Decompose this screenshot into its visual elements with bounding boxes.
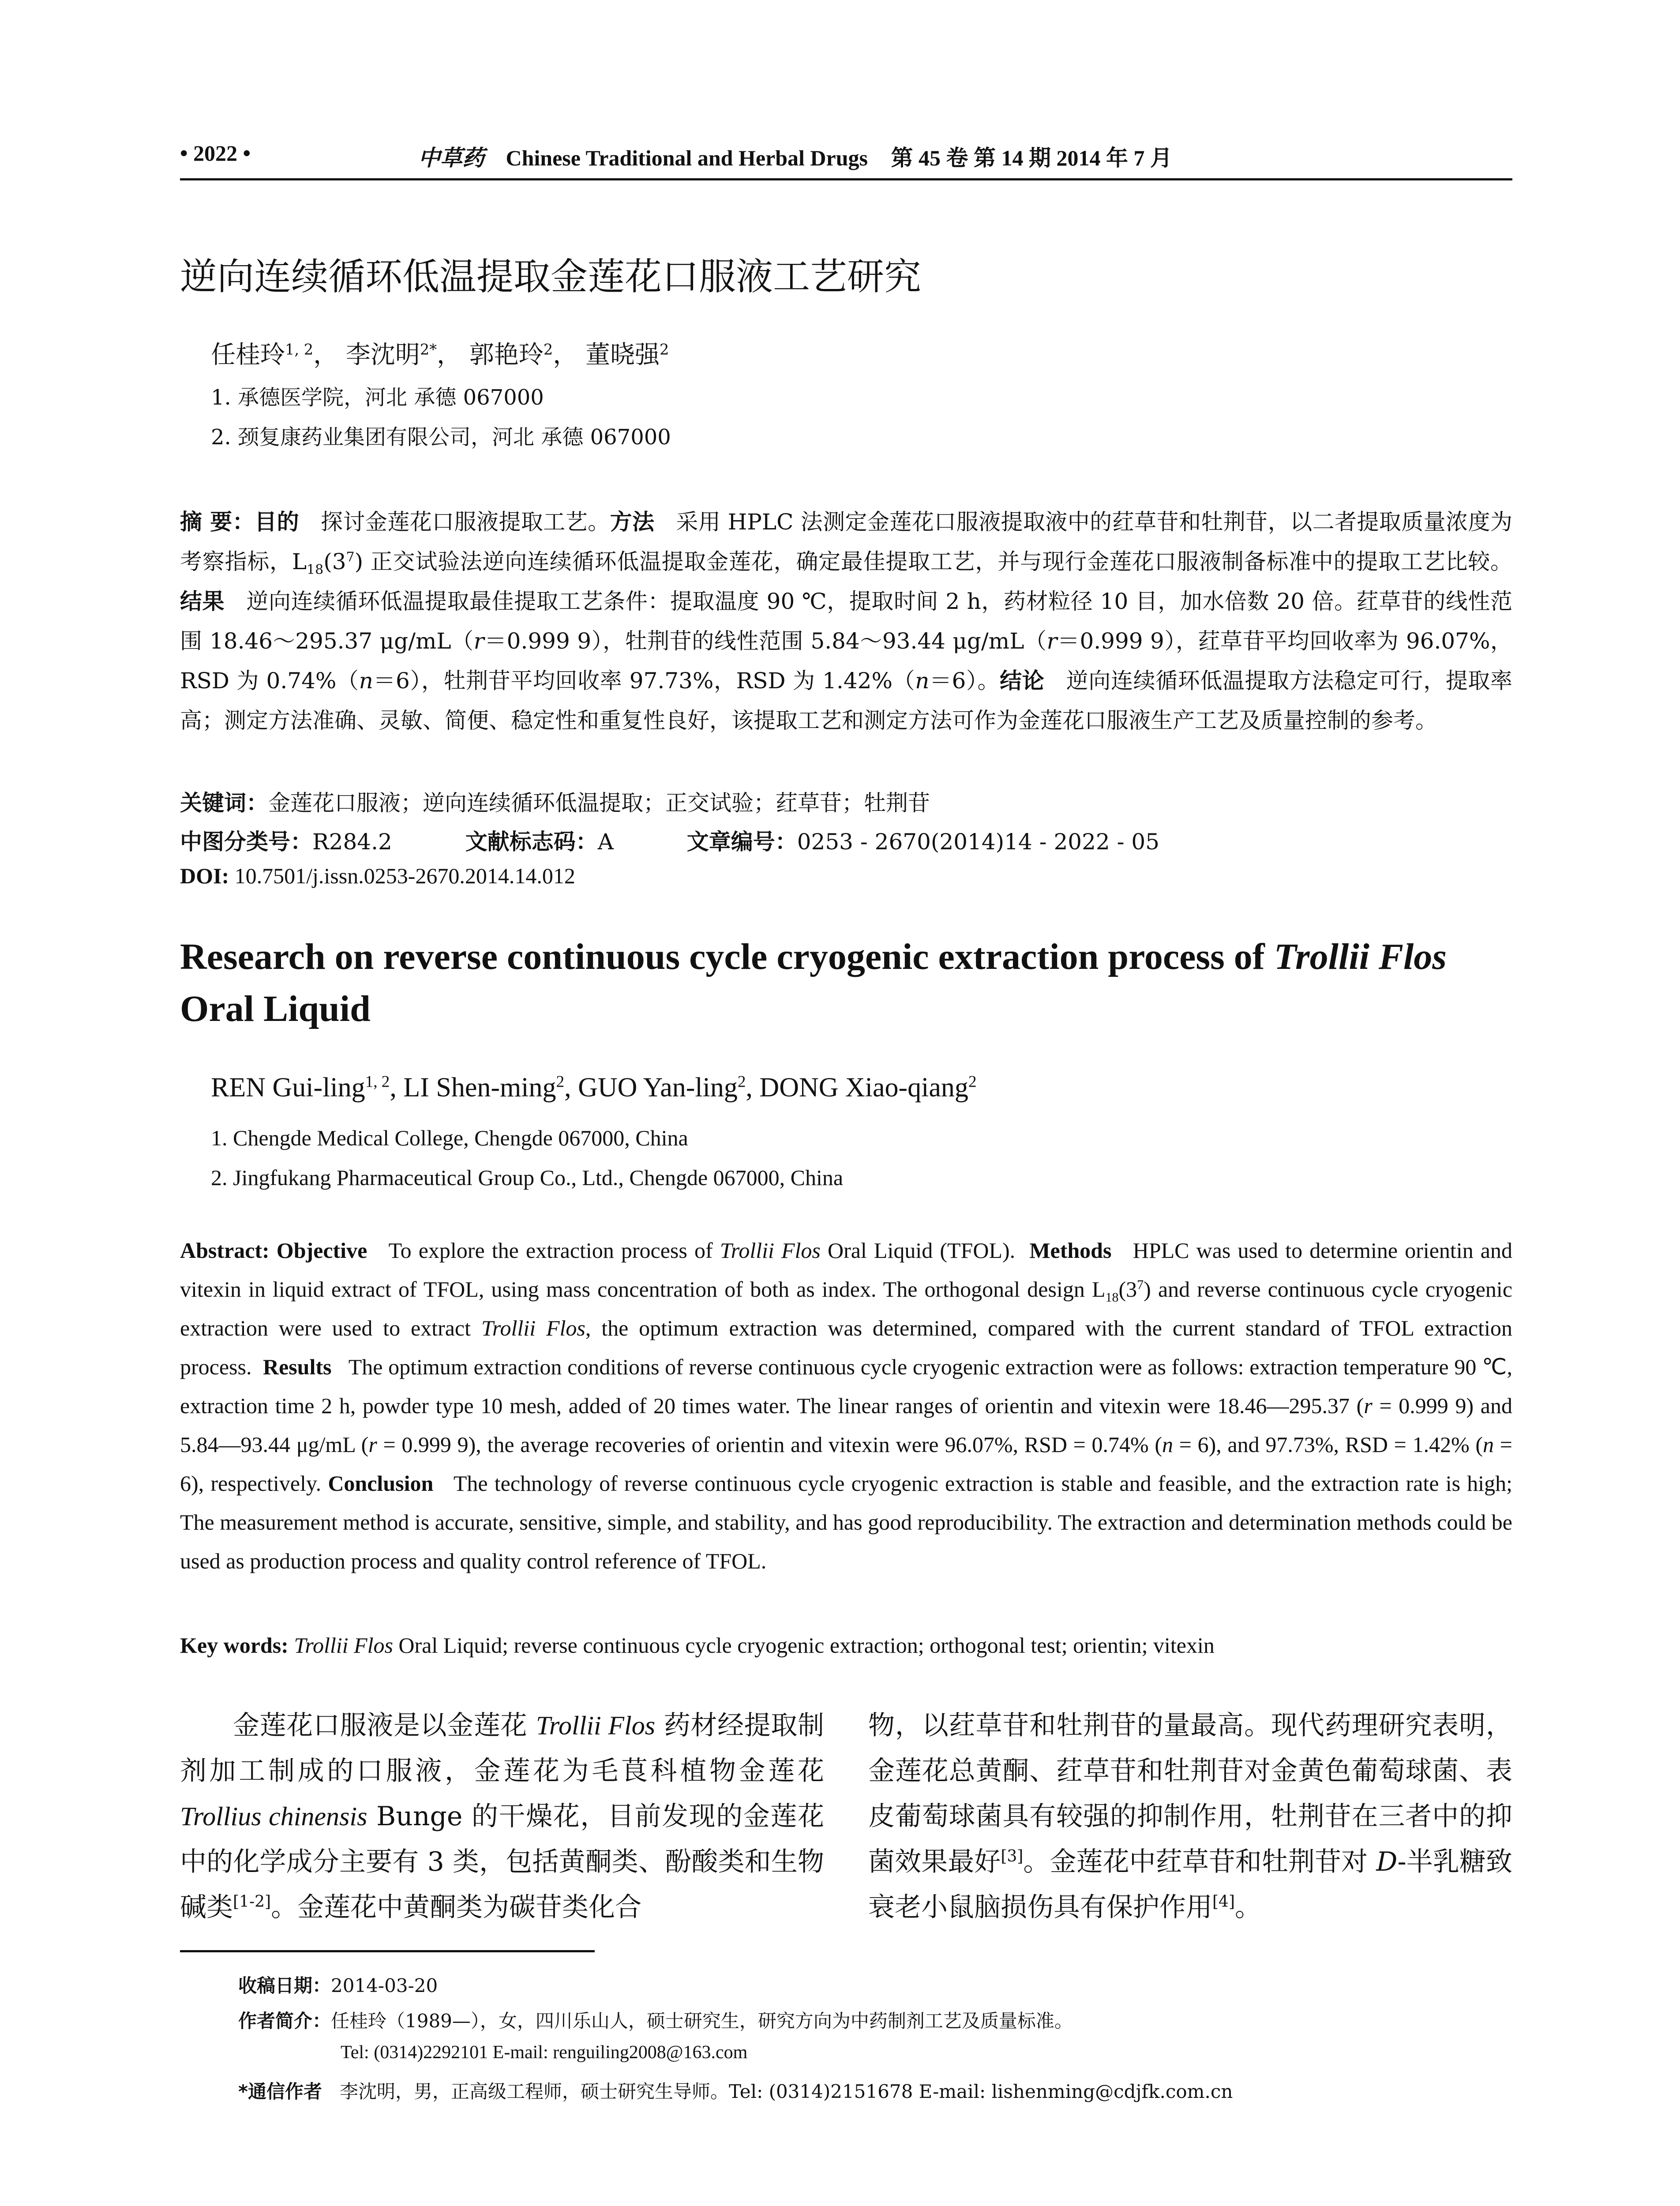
title-en <box>180 931 1512 1035</box>
results-text: 逆向连续循环低温提取最佳提取工艺条件：提取温度 90 ℃，提取时间 2 h，药材粒径 10 目，加水倍数 20 倍。荭草苷的线性范围 18.46～295.37 μg/mL（ <box>180 589 1512 654</box>
keywords-cn <box>180 785 930 817</box>
journal-en-name: Chinese Traditional and Herbal Drugs <box>506 146 868 170</box>
body-text: Bunge 的干燥花，目前发现的金莲花中的化学成分主要有 3 类，包括黄酮类、酚酸类和生物碱类 <box>180 1801 825 1923</box>
superscript: 7 <box>346 549 355 565</box>
results-text: ＝0.999 9），荭草苷平均回收率为 96.07%，RSD 为 0.74%（ <box>180 628 1513 694</box>
conclusion-label: 结论 <box>1000 668 1045 694</box>
objective-text: 探讨金莲花口服液提取工艺。 <box>321 509 610 535</box>
footnote-text: 李沈明，男，正高级工程师，硕士研究生导师。Tel: (0314)2151678 E-mail: lishenming@cdjfk.com.cn <box>340 2081 1233 2102</box>
title-en-italic: Trollii Flos <box>1274 936 1447 977</box>
author-affil-mark: 2 <box>968 1073 977 1091</box>
objective-en-text: Oral Liquid (TFOL). <box>820 1238 1016 1263</box>
article-no-value: 0253 - 2670(2014)14 - 2022 - 05 <box>797 829 1160 855</box>
results-text: ＝6），牡荆苷平均回收率 97.73%，RSD 为 1.42%（ <box>373 668 915 694</box>
results-en-text: = 6), respectively. <box>180 1432 1512 1496</box>
article-no-label: 文章编号： <box>686 829 797 855</box>
conclusion-en-text: The technology of reverse continuous cycle cryogenic extraction is stable and feasible, and the extraction rate is high; The measurement method is accurate, sensitive, simple, and stability, and has good reproducibility. The extraction and determination methods could be used as production process and quality control reference of TFOL. <box>180 1471 1513 1573</box>
subscript: 18 <box>307 562 324 578</box>
affiliation-cn: 1. 承德医学院，河北 承德 067000 <box>211 385 544 410</box>
clc-label: 中图分类号： <box>180 829 312 855</box>
author-cn: 李沈明 <box>345 341 420 369</box>
author-affil-mark: 1, 2 <box>285 341 314 358</box>
conclusion-en-label: Conclusion <box>328 1471 434 1496</box>
citation-ref: [3] <box>1001 1847 1024 1865</box>
methods-text: ) 正交试验法逆向连续循环低温提取金莲花，确定最佳提取工艺，并与现行金莲花口服液制备标准中的提取工艺比较。 <box>354 549 1513 574</box>
var-n: n <box>1483 1432 1494 1457</box>
running-header <box>180 136 1512 180</box>
affiliation-en: 1. Chengde Medical College, Chengde 067000, China <box>211 1126 688 1150</box>
doi-value: 10.7501/j.issn.0253-2670.2014.14.012 <box>234 863 575 888</box>
author-affil-mark: 2 <box>660 341 669 358</box>
body-text: 。金莲花中黄酮类为碳苷类化合 <box>271 1892 642 1923</box>
authors-cn: 任桂玲$^{1, 2}$， 李沈明$^{2*}$， 郭艳玲$^2$， 董晓强$^2$ <box>211 341 669 369</box>
abstract-en-label: Abstract: Objective <box>180 1238 368 1263</box>
var-n: n <box>915 668 930 694</box>
methods-text: (3 <box>323 549 346 574</box>
footnote-text: 任桂玲（1989—），女，四川乐山人，硕士研究生，研究方向为中药制剂工艺及质量标准。 <box>331 2010 1073 2032</box>
subscript: 18 <box>1105 1290 1119 1305</box>
objective-en-text: To explore the extraction process of <box>388 1238 720 1263</box>
methods-text: 采用 HPLC 法测定金莲花口服液提取液中的荭草苷和牡荆苷，以二者提取质量浓度为考察指标，L <box>180 509 1513 574</box>
italic-term: Trollius chinensis <box>180 1802 368 1831</box>
results-en-text: = 0.999 9), the average recoveries of orientin and vitexin were 96.07%, RSD = 0.74% ( <box>377 1432 1162 1457</box>
results-en-text: = 6), and 97.73%, RSD = 1.42% ( <box>1173 1432 1483 1457</box>
results-en-text: The optimum extraction conditions of reverse continuous cycle cryogenic extraction were as follows: extraction temperature 90 ℃, extraction time 2 h, powder type 10 mesh, added of 20 times water. The linear ranges of orientin and vitexin were 18.46—295.37 ( <box>180 1354 1512 1418</box>
affiliation-cn: 2. 颈复康药业集团有限公司，河北 承德 067000 <box>211 425 671 450</box>
footnote-text: 2014-03-20 <box>331 1975 438 1996</box>
doi-row <box>180 863 575 889</box>
author-en: REN Gui-ling <box>211 1073 365 1103</box>
italic-term: Trollii Flos <box>720 1238 821 1263</box>
abstract-label: 摘 要： <box>180 509 255 535</box>
objective-label: 目的 <box>255 509 300 535</box>
keywords-en-label: Key words: <box>180 1633 289 1658</box>
author-affil-mark: 2 <box>556 1073 565 1091</box>
body-text: 药材经提取制剂加工制成的口服液，金莲花为毛茛科植物金莲花 <box>180 1710 825 1786</box>
author-affil-mark: 1, 2 <box>365 1073 390 1091</box>
author-cn: 郭艳玲 <box>469 341 544 369</box>
title-en-text: Oral Liquid <box>180 988 371 1029</box>
body-column-right <box>868 1703 1512 1930</box>
methods-en-text: HPLC was used to determine orientin and vitexin in liquid extract of TFOL, using mass concentration of both as index. The orthogonal design L <box>180 1238 1512 1302</box>
footnote-author <box>238 2007 1073 2033</box>
clc-value: R284.2 <box>312 829 392 855</box>
footnote-corresponding <box>238 2077 1233 2104</box>
issue-info: 第 45 卷 第 14 期 2014 年 7 月 <box>891 146 1172 170</box>
author-affil-mark: 2* <box>420 341 437 358</box>
body-text: -半乳糖致衰老小鼠脑损伤具有保护作用 <box>868 1846 1512 1923</box>
italic-term: Trollii Flos <box>536 1711 656 1740</box>
doi-label: DOI: <box>180 863 229 888</box>
journal-line <box>418 140 1172 172</box>
author-cn: 董晓强 <box>585 341 660 369</box>
title-en-text: Research on reverse continuous cycle cryogenic extraction process of <box>180 936 1274 977</box>
var-r: r <box>473 628 484 654</box>
citation-ref: [4] <box>1212 1893 1235 1911</box>
results-text: ＝6）。 <box>929 668 1000 694</box>
results-en-text: = 0.999 9) and 5.84—93.44 μg/mL ( <box>180 1393 1512 1457</box>
author-en: LI Shen-ming <box>403 1073 556 1103</box>
author-cn: 任桂玲 <box>211 341 285 369</box>
body-column-left <box>180 1703 824 1930</box>
italic-term: Trollii Flos <box>294 1633 393 1658</box>
methods-en-text: (3 <box>1118 1277 1137 1302</box>
results-text: ＝0.999 9），牡荆苷的线性范围 5.84～93.44 μg/mL（ <box>484 628 1047 654</box>
var-n: n <box>1162 1432 1174 1457</box>
italic-term: D <box>1376 1846 1398 1877</box>
page-number: • 2022 • <box>180 141 251 165</box>
body-text: 金莲花口服液是以金莲花 <box>233 1710 536 1741</box>
var-r: r <box>368 1432 377 1457</box>
results-en-label: Results <box>262 1354 332 1379</box>
doc-code-label: 文献标志码： <box>465 829 598 855</box>
methods-label: 方法 <box>610 509 655 535</box>
results-label: 结果 <box>180 589 225 614</box>
var-r: r <box>1046 628 1058 654</box>
abstract-en <box>180 1231 1512 1580</box>
italic-term: Trollii Flos <box>481 1316 585 1340</box>
methods-en-text: , the optimum extraction was determined, compared with the current standard of TFOL extraction process. <box>180 1316 1512 1379</box>
body-text: 物，以荭草苷和牡荆苷的量最高。现代药理研究表明，金莲花总黄酮、荭草苷和牡荆苷对金黄色葡萄球菌、表皮葡萄球菌具有较强的抑制作用，牡荆苷在三者中的抑菌效果最好 <box>868 1710 1512 1877</box>
journal-cn-name: 中草药 <box>418 145 484 171</box>
footnote-contact: Tel: (0314)2292101 E-mail: renguiling2008@163.com <box>341 2042 748 2063</box>
footnote-received <box>238 1971 438 1998</box>
keywords-label: 关键词： <box>180 790 268 816</box>
var-r: r <box>1364 1393 1372 1418</box>
keywords-en <box>180 1632 1512 1658</box>
superscript: 7 <box>1137 1277 1144 1292</box>
footnote-label: 作者简介： <box>238 2010 331 2032</box>
author-affil-mark: 2 <box>543 341 553 358</box>
body-text: 。金莲花中荭草苷和牡荆苷对 <box>1023 1846 1376 1877</box>
title-cn: 逆向连续循环低温提取金莲花口服液工艺研究 <box>180 255 922 298</box>
affiliation-en: 2. Jingfukang Pharmaceutical Group Co., Ltd., Chengde 067000, China <box>211 1165 844 1190</box>
author-en: DONG Xiao-qiang <box>759 1073 968 1103</box>
citation-ref: [1-2] <box>233 1893 271 1911</box>
doc-code-value: A <box>597 829 614 855</box>
methods-en-text: ) and reverse continuous cycle cryogenic extraction were used to extract <box>180 1277 1513 1340</box>
footnote-label: 收稿日期： <box>238 1975 331 1996</box>
body-text: 。 <box>1235 1892 1261 1923</box>
var-n: n <box>359 668 373 694</box>
footnote-label: *通信作者 <box>238 2081 322 2102</box>
authors-en: REN Gui-ling$^{1, 2}$, LI Shen-ming$^2$, GUO Yan-ling$^2$, DONG Xiao-qiang$^2$ <box>211 1073 977 1103</box>
abstract-cn <box>180 502 1512 740</box>
keywords-text: 金莲花口服液；逆向连续循环低温提取；正交试验；荭草苷；牡荆苷 <box>268 790 930 816</box>
author-affil-mark: 2 <box>737 1073 746 1091</box>
methods-en-label: Methods <box>1029 1238 1112 1263</box>
keywords-en-text: Oral Liquid; reverse continuous cycle cryogenic extraction; orthogonal test; orientin; vitexin <box>393 1633 1215 1658</box>
author-en: GUO Yan-ling <box>578 1073 738 1103</box>
classification-row <box>180 824 1159 856</box>
footnote-divider <box>180 1950 595 1952</box>
conclusion-text: 逆向连续循环低温提取方法稳定可行，提取率高；测定方法准确、灵敏、简便、稳定性和重复性良好，该提取工艺和测定方法可作为金莲花口服液生产工艺及质量控制的参考。 <box>180 668 1513 733</box>
